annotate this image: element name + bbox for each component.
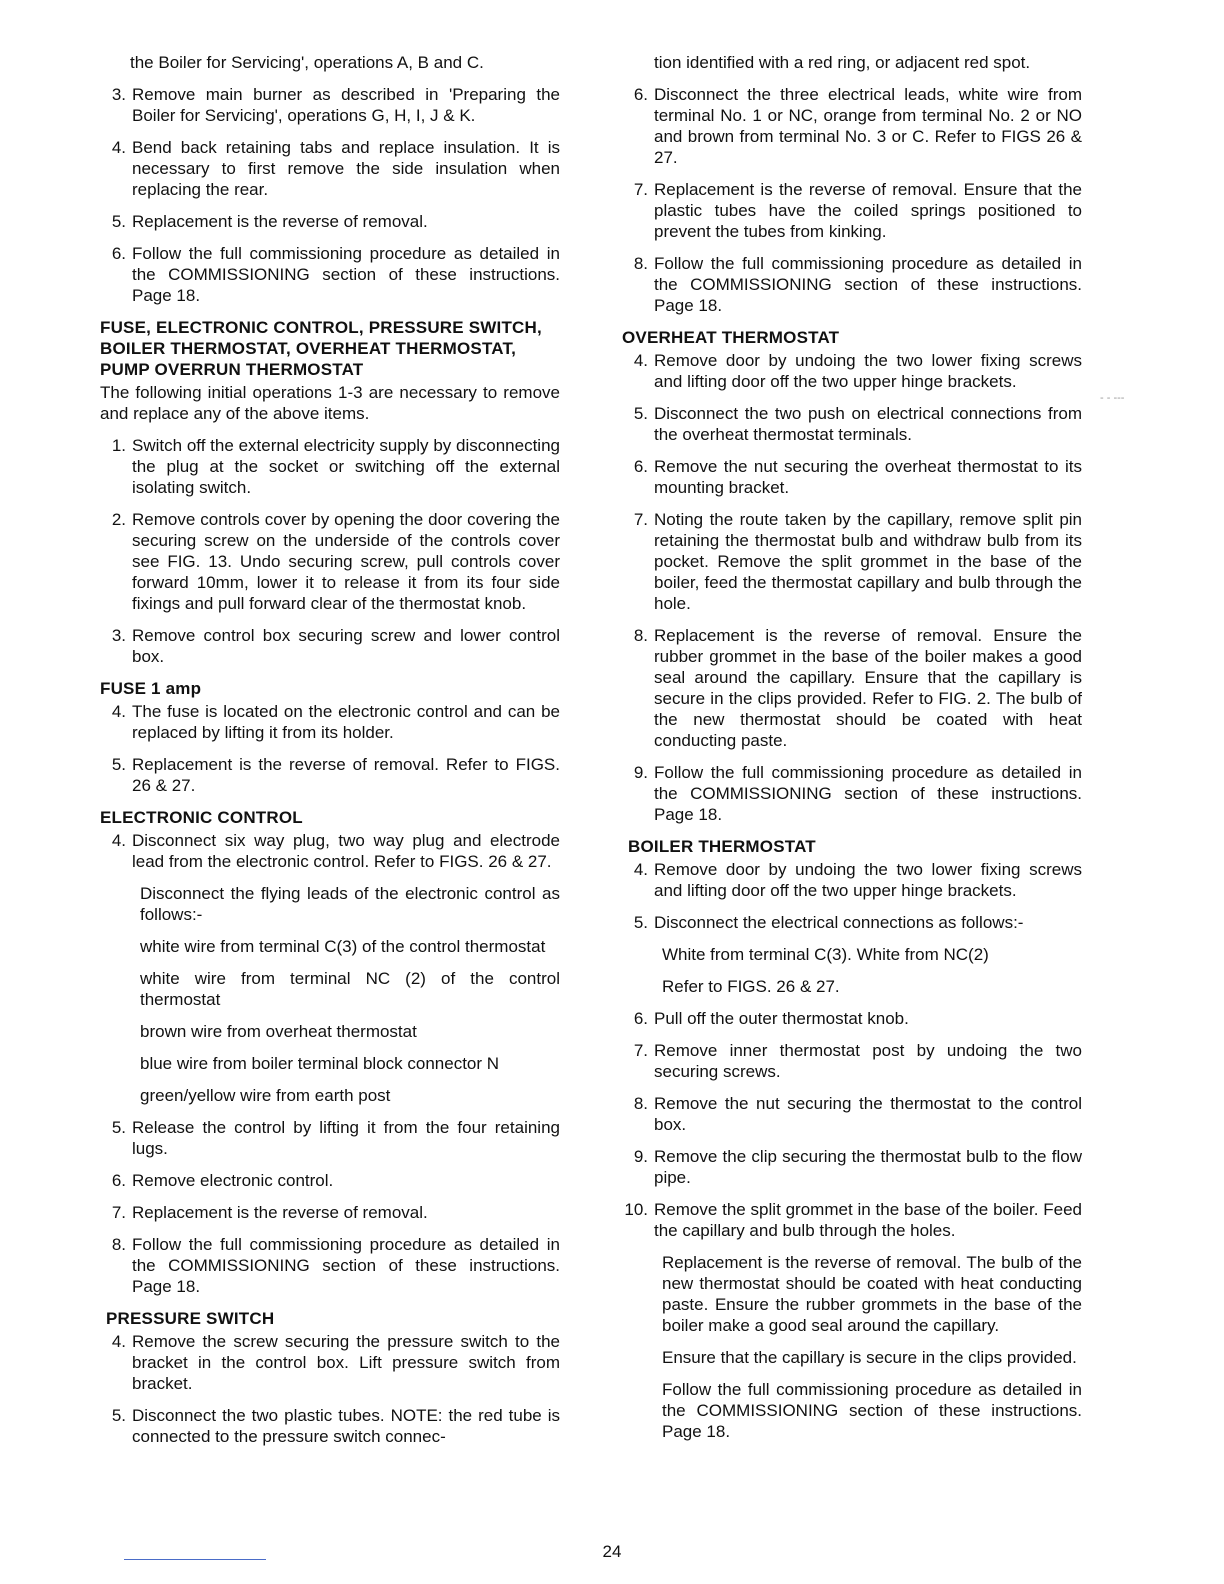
heading-electronic-control: ELECTRONIC CONTROL [100, 808, 303, 827]
heading-overheat-thermostat: OVERHEAT THERMOSTAT [622, 328, 840, 347]
list-item [100, 435, 560, 498]
left-column [100, 52, 560, 1458]
item-text: Replacement is the reverse of removal. Ensure the rubber grommet in the base of the boiler makes a good seal around the capillary. Ensure that the capillary is secure in the clips provided. Refer to FIG. 2. The bulb of the new thermostat should be coated with heat conducting paste. [654, 626, 1082, 750]
item-text: Remove control box securing screw and lower control box. [132, 626, 560, 666]
item-number: 2. [111, 510, 126, 529]
list-item [100, 625, 560, 667]
list-item [100, 754, 560, 796]
list-item [100, 243, 560, 306]
right-continuation: tion identified with a red ring, or adjacent red spot. [654, 53, 1031, 72]
ec-sub-paragraph: green/yellow wire from earth post [140, 1086, 391, 1105]
page-number: 24 [602, 1542, 622, 1561]
item-number: 4. [633, 860, 648, 879]
item-text: Remove controls cover by opening the door covering the securing screw on the underside of the controls cover see FIG. 13. Undo securing screw, pull controls cover forward 10mm, lower it to release it from its four side fixings and pull forward clear of the thermostat knob. [132, 510, 560, 613]
ec-sub-paragraph: Disconnect the flying leads of the electronic control as follows:- [140, 884, 560, 924]
item-text: Switch off the external electricity supply by disconnecting the plug at the socket or switching off the external isolating switch. [132, 436, 560, 497]
item-text: The fuse is located on the electronic control and can be replaced by lifting it from its holder. [132, 702, 560, 742]
heading-pressure-switch: PRESSURE SWITCH [106, 1309, 275, 1328]
item-text: Remove the split grommet in the base of the boiler. Feed the capillary and bulb through the holes. [654, 1200, 1082, 1240]
item-text: Remove the nut securing the thermostat to the control box. [654, 1094, 1082, 1134]
list-item [100, 1331, 560, 1394]
list-item [622, 350, 1082, 392]
item-text: Pull off the outer thermostat knob. [654, 1009, 909, 1028]
item-text: Replacement is the reverse of removal. Ensure that the plastic tubes have the coiled springs positioned to prevent the tubes from kinking. [654, 180, 1082, 241]
list-item [622, 912, 1082, 933]
item-text: Remove the nut securing the overheat thermostat to its mounting bracket. [654, 457, 1082, 497]
list-item [622, 859, 1082, 901]
item-text: Remove electronic control. [132, 1171, 334, 1190]
item-text: Noting the route taken by the capillary, remove split pin retaining the thermostat bulb and withdraw bulb from its pocket. Remove the split grommet in the base of the boiler, feed the thermostat capillary and bulb through the hole. [654, 510, 1082, 613]
list-item [622, 1008, 1082, 1029]
item-text: Replacement is the reverse of removal. Refer to FIGS. 26 & 27. [132, 755, 560, 795]
item-text: Remove door by undoing the two lower fixing screws and lifting door off the two upper hinge brackets. [654, 351, 1082, 391]
list-item [100, 830, 560, 872]
item-text: Bend back retaining tabs and replace insulation. It is necessary to first remove the side insulation when replacing the rear. [132, 138, 560, 199]
item-text: Remove main burner as described in 'Preparing the Boiler for Servicing', operations G, H, I, J & K. [132, 85, 560, 125]
list-item [622, 403, 1082, 445]
item-text: Disconnect the electrical connections as follows:- [654, 913, 1024, 932]
right-column [622, 52, 1082, 1453]
list-item [100, 509, 560, 614]
item-text: Replacement is the reverse of removal. [132, 212, 428, 231]
bt-sub-paragraph: White from terminal C(3). White from NC(2) [662, 945, 989, 964]
item-text: Disconnect six way plug, two way plug and electrode lead from the electronic control. Refer to FIGS. 26 & 27. [132, 831, 560, 871]
list-item [100, 1117, 560, 1159]
item-number: 5. [111, 212, 126, 231]
list-item [622, 179, 1082, 242]
list-item [100, 1170, 560, 1191]
list-item [100, 1405, 560, 1447]
item-text: Remove inner thermostat post by undoing the two securing screws. [654, 1041, 1082, 1081]
list-item [622, 625, 1082, 751]
left-intro: the Boiler for Servicing', operations A, B and C. [130, 53, 484, 72]
ec-sub-paragraph: white wire from terminal C(3) of the control thermostat [140, 937, 546, 956]
item-number: 5. [633, 404, 648, 423]
bt-final-paragraph: Replacement is the reverse of removal. The bulb of the new thermostat should be coated with heat conducting paste. Ensure the rubber grommets in the base of the boiler make a good seal around the capillary. [662, 1253, 1082, 1335]
list-item [622, 84, 1082, 168]
item-number: 8. [633, 254, 648, 273]
item-number: 4. [111, 702, 126, 721]
item-number: 6. [111, 244, 126, 263]
bt-sub-paragraph: Refer to FIGS. 26 & 27. [662, 977, 840, 996]
ec-sub-paragraph: brown wire from overheat thermostat [140, 1022, 417, 1041]
list-item [100, 1202, 560, 1223]
bt-final-paragraph: Ensure that the capillary is secure in the clips provided. [662, 1348, 1077, 1367]
item-number: 7. [633, 1041, 648, 1060]
heading-fuse-group: FUSE, ELECTRONIC CONTROL, PRESSURE SWITCH, BOILER THERMOSTAT, OVERHEAT THERMOSTAT, PUMP OVERRUN THERMOSTAT [100, 318, 542, 379]
item-number: 4. [633, 351, 648, 370]
item-text: Remove the clip securing the thermostat bulb to the flow pipe. [654, 1147, 1082, 1187]
item-number: 6. [111, 1171, 126, 1190]
list-item [622, 1093, 1082, 1135]
item-number: 6. [633, 85, 648, 104]
item-text: Follow the full commissioning procedure as detailed in the COMMISSIONING section of these instructions. Page 18. [132, 1235, 560, 1296]
list-item [622, 253, 1082, 316]
item-text: Release the control by lifting it from the four retaining lugs. [132, 1118, 560, 1158]
item-number: 4. [111, 1332, 126, 1351]
item-number: 3. [111, 626, 126, 645]
list-item [100, 137, 560, 200]
intro-initial-operations: The following initial operations 1-3 are necessary to remove and replace any of the above items. [100, 383, 560, 423]
item-text: Follow the full commissioning procedure as detailed in the COMMISSIONING section of these instructions. Page 18. [654, 254, 1082, 315]
item-number: 9. [633, 1147, 648, 1166]
scan-speck: - - --- [1100, 392, 1125, 404]
heading-fuse: FUSE 1 amp [100, 679, 202, 698]
item-text: Disconnect the two push on electrical connections from the overheat thermostat terminals. [654, 404, 1082, 444]
bt-final-paragraph: Follow the full commissioning procedure as detailed in the COMMISSIONING section of these instructions. Page 18. [662, 1380, 1082, 1441]
item-number: 3. [111, 85, 126, 104]
list-item [100, 84, 560, 126]
item-number: 10. [624, 1200, 648, 1219]
item-number: 8. [633, 626, 648, 645]
item-number: 5. [633, 913, 648, 932]
item-number: 6. [633, 1009, 648, 1028]
item-number: 5. [111, 1118, 126, 1137]
list-item [100, 1234, 560, 1297]
heading-boiler-thermostat: BOILER THERMOSTAT [628, 837, 816, 856]
list-item [622, 1146, 1082, 1188]
item-text: Disconnect the two plastic tubes. NOTE: the red tube is connected to the pressure switch connec- [132, 1406, 560, 1446]
list-item [100, 211, 560, 232]
item-number: 4. [111, 138, 126, 157]
list-item [622, 762, 1082, 825]
item-number: 8. [633, 1094, 648, 1113]
list-item [622, 1199, 1082, 1241]
item-number: 4. [111, 831, 126, 850]
list-item [100, 701, 560, 743]
list-item [622, 509, 1082, 614]
item-number: 7. [633, 180, 648, 199]
ec-sub-paragraph: white wire from terminal NC (2) of the control thermostat [140, 969, 560, 1009]
ec-sub-paragraph: blue wire from boiler terminal block connector N [140, 1054, 500, 1073]
item-text: Remove door by undoing the two lower fixing screws and lifting door off the two upper hinge brackets. [654, 860, 1082, 900]
item-text: Replacement is the reverse of removal. [132, 1203, 428, 1222]
list-boiler-steps [100, 84, 560, 306]
item-text: Follow the full commissioning procedure as detailed in the COMMISSIONING section of these instructions. Page 18. [654, 763, 1082, 824]
list-item [622, 1040, 1082, 1082]
item-number: 7. [633, 510, 648, 529]
item-text: Disconnect the three electrical leads, white wire from terminal No. 1 or NC, orange from terminal No. 2 or NO and brown from terminal No. 3 or C. Refer to FIGS 26 & 27. [654, 85, 1082, 167]
item-text: Follow the full commissioning procedure as detailed in the COMMISSIONING section of these instructions. Page 18. [132, 244, 560, 305]
list-item [622, 456, 1082, 498]
item-number: 5. [111, 1406, 126, 1425]
item-number: 9. [633, 763, 648, 782]
item-text: Remove the screw securing the pressure switch to the bracket in the control box. Lift pressure switch from bracket. [132, 1332, 560, 1393]
item-number: 6. [633, 457, 648, 476]
item-number: 8. [111, 1235, 126, 1254]
item-number: 1. [111, 436, 126, 455]
item-number: 7. [111, 1203, 126, 1222]
item-number: 5. [111, 755, 126, 774]
